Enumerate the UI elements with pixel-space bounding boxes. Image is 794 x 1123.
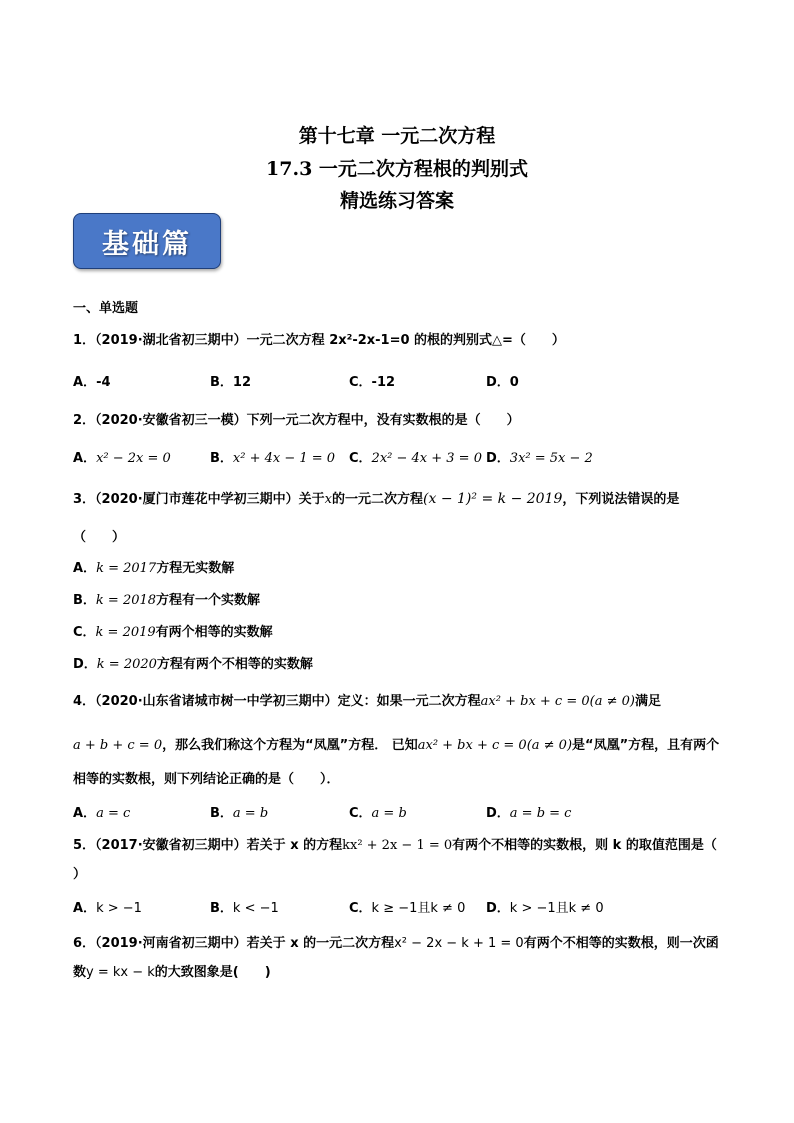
question-1-stem: 1．（2019·湖北省初三期中）一元二次方程 2x²-2x-1=0 的根的判别式△=（ ） — [73, 333, 565, 348]
q4-option-c: C．a = b — [349, 806, 407, 821]
q2-option-b: B．x² + 4x − 1 = 0 — [210, 451, 336, 466]
question-2-stem: 2．（2020·安徽省初三一模）下列一元二次方程中，没有实数根的是（ ） — [73, 413, 520, 428]
question-4-stem-line3: 相等的实数根，则下列结论正确的是（ ）． — [73, 772, 340, 787]
q2-option-c: C．2x² − 4x + 3 = 0 — [349, 451, 482, 466]
chapter-title: 第十七章 一元二次方程 — [298, 125, 496, 147]
q3-option-c: C．k = 2019有两个相等的实数解 — [73, 625, 273, 640]
q1-option-a: A．-4 — [73, 375, 111, 390]
question-5-paren: ） — [73, 867, 87, 882]
q5-option-a: A．k > −1 — [73, 901, 142, 916]
section-heading: 一、单选题 — [73, 301, 139, 316]
q4-option-a: A．a = c — [73, 806, 131, 821]
question-3-paren: （ ） — [73, 530, 126, 545]
level-badge-label: 基础篇 — [102, 228, 192, 260]
q5-option-c: C．k ≥ −1且k ≠ 0 — [349, 901, 466, 916]
q1-option-c: C．-12 — [349, 375, 396, 390]
q1-option-b: B．12 — [210, 375, 252, 390]
subtitle: 精选练习答案 — [339, 190, 454, 212]
q2-option-d: D．3x² = 5x − 2 — [486, 451, 593, 466]
q3-option-b: B．k = 2018方程有一个实数解 — [73, 593, 261, 608]
q5-option-b: B．k < −1 — [210, 901, 279, 916]
q3-option-d: D．k = 2020方程有两个不相等的实数解 — [73, 657, 313, 672]
question-4-stem-line2: a + b + c = 0，那么我们称这个方程为“凤凰”方程． 已知ax² + bx + c = 0(a ≠ 0)是“凤凰”方程，且有两个 — [73, 738, 720, 753]
q3-option-a: A．k = 2017方程无实数解 — [73, 561, 235, 576]
level-badge — [73, 213, 221, 269]
question-4-stem-line1: 4．（2020·山东省诸城市树一中学初三期中）定义：如果一元二次方程ax² + bx + c = 0(a ≠ 0)满足 — [73, 694, 661, 709]
question-6-stem-line1: 6．（2019·河南省初三期中）若关于 x 的一元二次方程x² − 2x − k + 1 = 0有两个不相等的实数根，则一次函 — [73, 936, 719, 951]
q4-option-b: B．a = b — [210, 806, 269, 821]
question-3-stem: 3．（2020·厦门市莲花中学初三期中）关于x的一元二次方程(x − 1)² = k − 2019，下列说法错误的是 — [73, 491, 680, 507]
q2-option-a: A．x² − 2x = 0 — [73, 451, 171, 466]
q4-option-d: D．a = b = c — [486, 806, 572, 821]
question-5-stem: 5．（2017·安徽省初三期中）若关于 x 的方程kx² + 2x − 1 = 0有两个不相等的实数根，则 k 的取值范围是（ — [73, 838, 717, 853]
q1-option-d: D．0 — [486, 375, 519, 390]
q5-option-d: D．k > −1且k ≠ 0 — [486, 901, 604, 916]
section-title: 17.3 一元二次方程根的判别式 — [266, 158, 528, 180]
question-6-stem-line2: 数y = kx − k的大致图象是( ) — [73, 965, 271, 980]
